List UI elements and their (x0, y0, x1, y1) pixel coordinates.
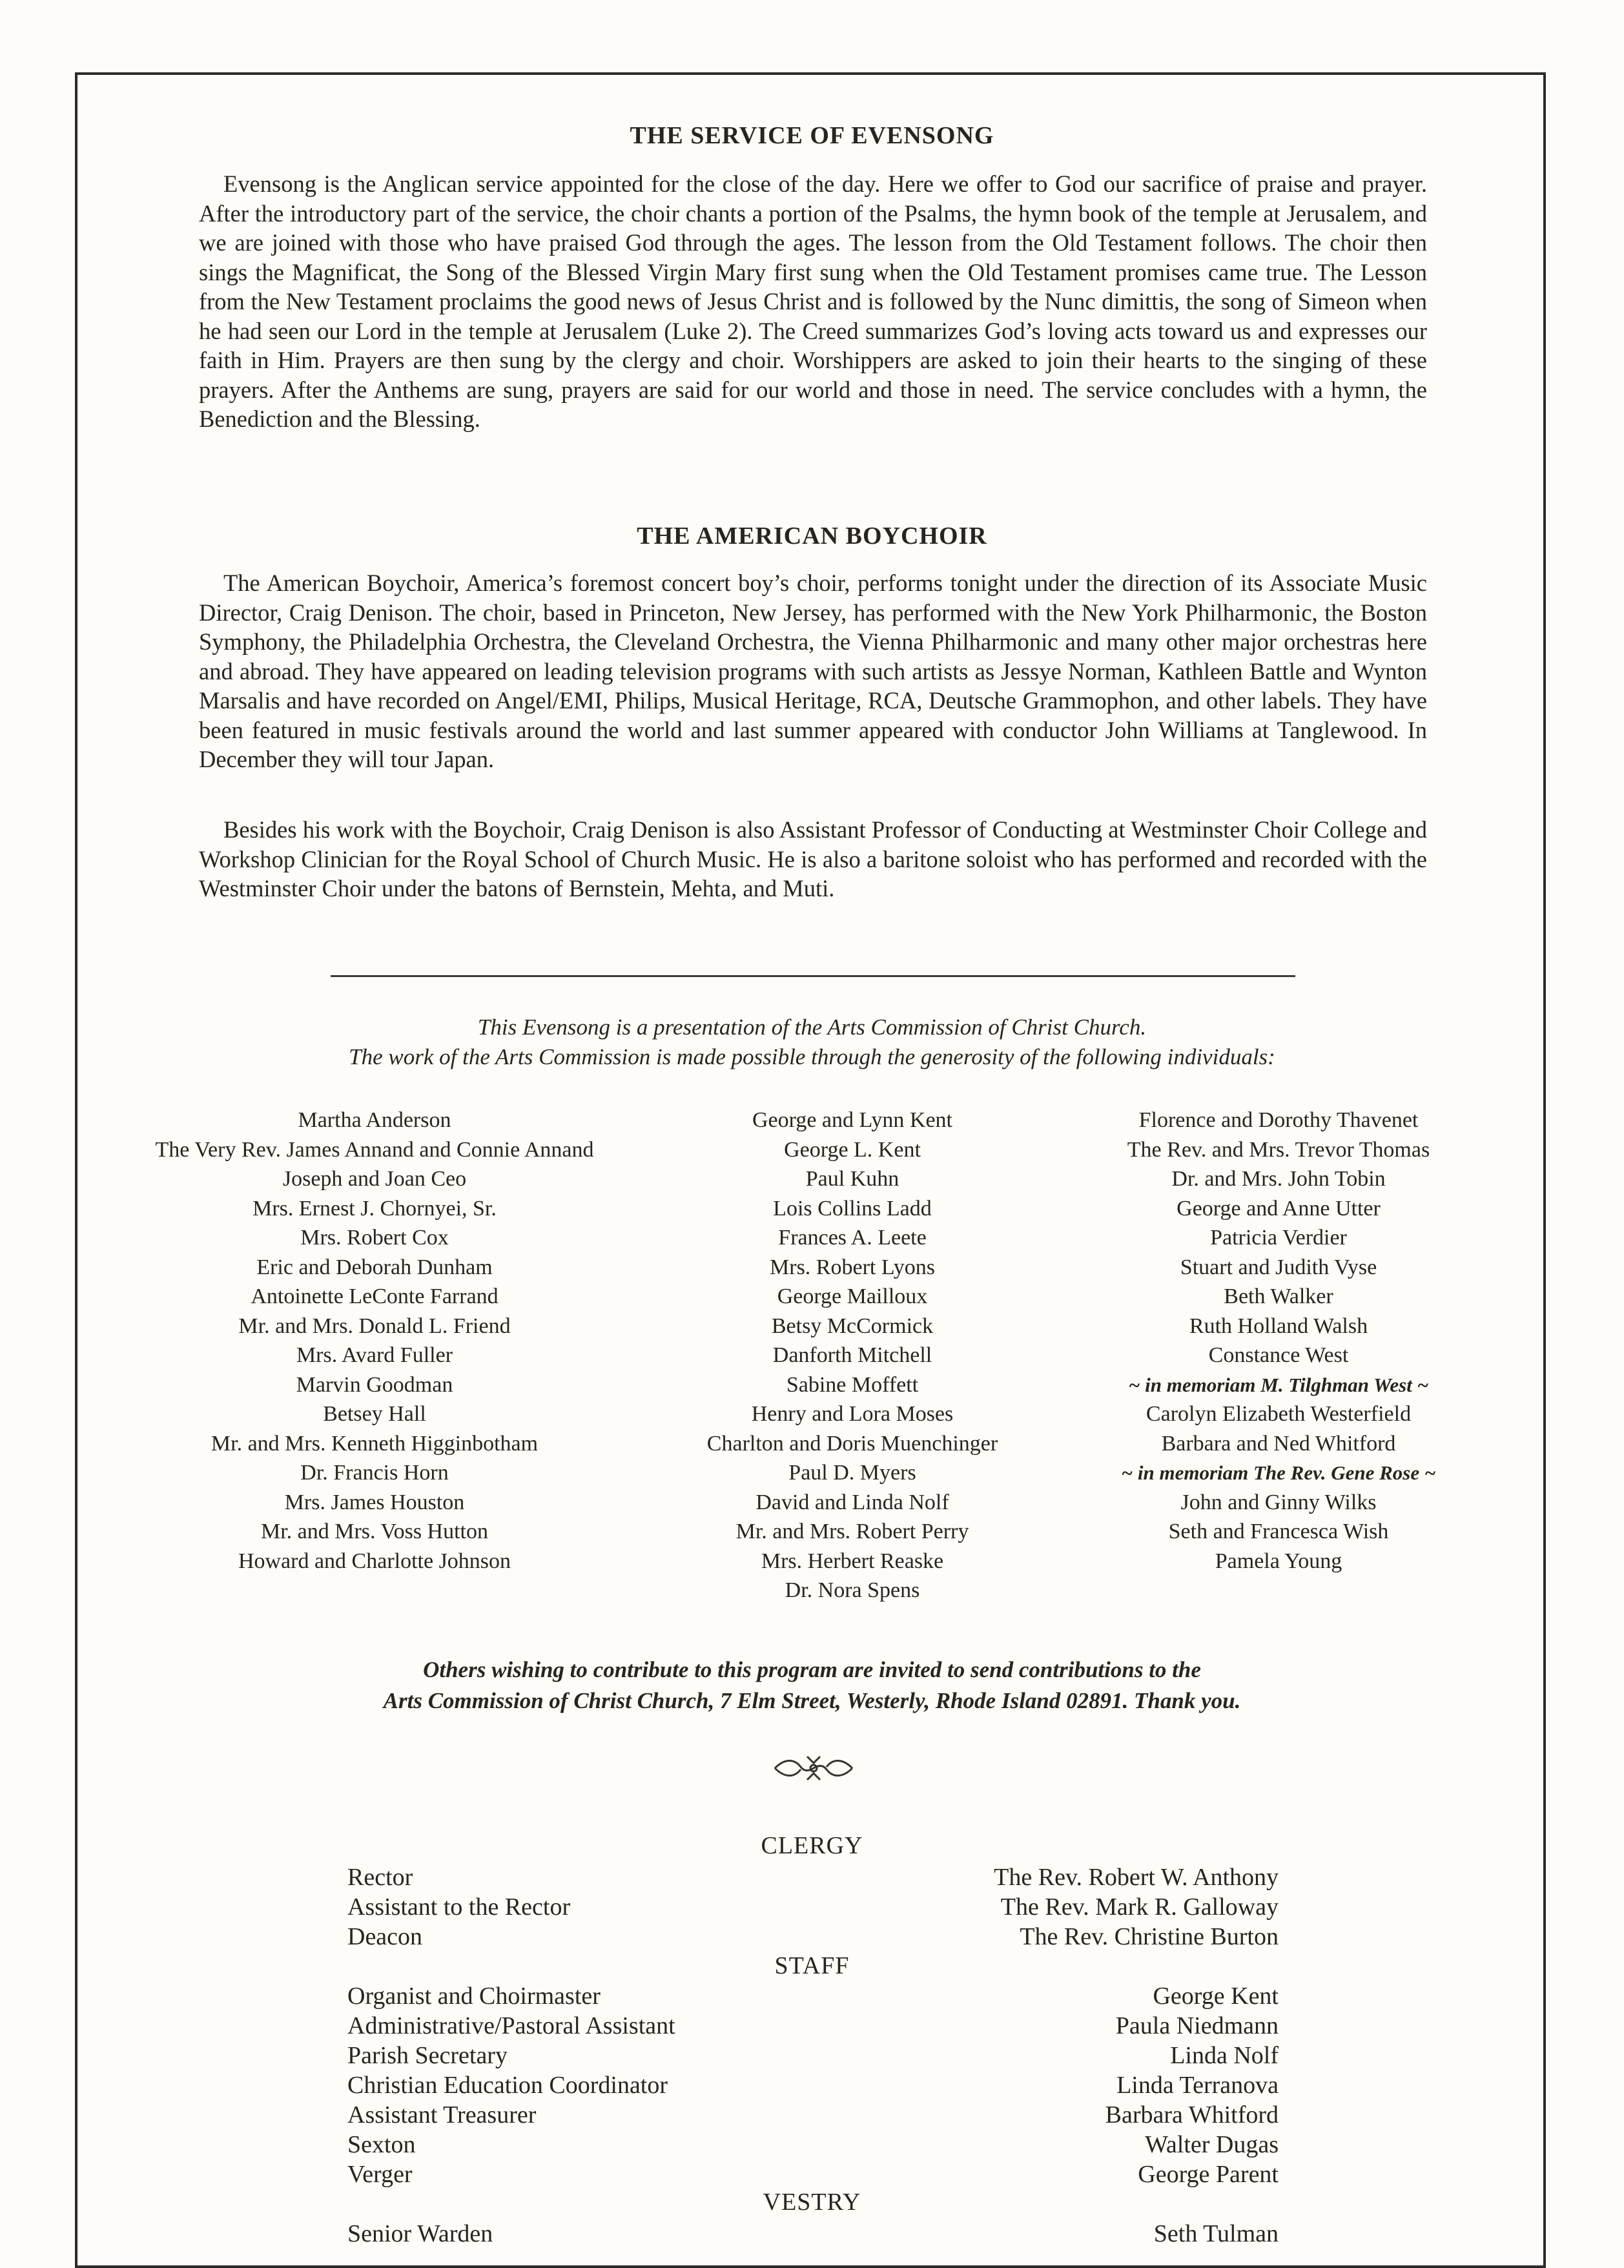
boychoir-title: THE AMERICAN BOYCHOIR (637, 522, 987, 550)
person-name: The Rev. Robert W. Anthony (994, 1864, 1279, 1891)
donor-name: John and Ginny Wilks (1180, 1490, 1377, 1514)
person-name: Paula Niedmann (1115, 2012, 1279, 2039)
role-label: Verger (347, 2161, 413, 2188)
donor-name: Dr. Nora Spens (785, 1578, 920, 1602)
donor-name: Seth and Francesca Wish (1168, 1520, 1389, 1543)
donor-name: Florence and Dorothy Thavenet (1138, 1108, 1419, 1132)
invite-line-1: Others wishing to contribute to this program are invited to send contributions to the (423, 1657, 1201, 1682)
role-label: Organist and Choirmaster (347, 1983, 601, 2010)
staff-heading: STAFF (774, 1952, 850, 1979)
clergy-roles (347, 1862, 570, 1952)
donor-name: Carolyn Elizabeth Westerfield (1146, 1402, 1412, 1426)
person-name: Walter Dugas (1145, 2131, 1279, 2158)
donor-name: Mrs. Robert Lyons (770, 1255, 935, 1279)
vestry-names (904, 2219, 1279, 2249)
donor-name: Paul D. Myers (788, 1461, 916, 1485)
donor-name: Martha Anderson (298, 1108, 451, 1132)
role-label: Rector (347, 1864, 413, 1891)
donor-name: Ruth Holland Walsh (1189, 1314, 1368, 1338)
donor-name: Dr. Francis Horn (300, 1461, 449, 1485)
vestry-roles (347, 2219, 493, 2249)
donor-name: Mrs. Ernest J. Chornyei, Sr. (252, 1196, 497, 1221)
role-label: Deacon (347, 1923, 423, 1950)
donor-name: Pamela Young (1215, 1549, 1342, 1573)
in-memoriam-note: ~ in memoriam The Rev. Gene Rose ~ (1121, 1461, 1436, 1484)
donor-name: Patricia Verdier (1210, 1226, 1347, 1250)
role-label: Assistant to the Rector (347, 1893, 571, 1921)
person-name: The Rev. Mark R. Galloway (1000, 1893, 1279, 1921)
credit-line-2: The work of the Arts Commission is made possible through the generosity of the following individuals: (349, 1044, 1275, 1069)
donor-column-2 (646, 1106, 1059, 1605)
donor-column-3 (1072, 1106, 1485, 1576)
section-divider (331, 975, 1295, 977)
donor-name: The Very Rev. James Annand and Connie Annand (155, 1137, 594, 1162)
evensong-paragraph: Evensong is the Anglican service appointed for the close of the day. Here we offer to God our sacrifice of praise and prayer. After the introductory part of the service, the choir chants a portion of the Psalms, the hymn book of the temple at Jerusalem, and we are joined with those who have praised God through the ages. The lesson from the Old Testament follows. The choir then sings the Magnificat, the Song of the Blessed Virgin Mary first sung when the Old Testament promises came true. The Lesson from the New Testament proclaims the good news of Jesus Christ and is followed by the Nunc dimittis, the song of Simeon when he had seen our Lord in the temple at Jerusalem (Luke 2). The Creed summarizes God’s loving acts toward us and expresses our faith in Him. Prayers are then sung by the clergy and choir. Worshippers are asked to join their hearts to the singing of these prayers. After the Anthems are sung, prayers are said for our world and those in need. The service concludes with a hymn, the Benediction and the Blessing. (199, 170, 1427, 432)
donor-name: Mrs. Avard Fuller (296, 1343, 453, 1367)
donor-name: The Rev. and Mrs. Trevor Thomas (1127, 1137, 1430, 1162)
donor-name: George and Anne Utter (1177, 1196, 1381, 1221)
person-name: George Parent (1138, 2161, 1279, 2188)
role-label: Administrative/Pastoral Assistant (347, 2012, 675, 2039)
boychoir-paragraph-2: Besides his work with the Boychoir, Craig Denison is also Assistant Professor of Conducting at Westminster Choir College and Workshop Clinician for the Royal School of Church Music. He is also a baritone soloist who has performed and recorded with the Westminster Choir under the batons of Bernstein, Mehta, and Muti. (199, 816, 1427, 902)
donor-name: Danforth Mitchell (772, 1343, 932, 1367)
donor-name: Mrs. James Houston (284, 1490, 465, 1514)
person-name: Seth Tulman (1153, 2220, 1279, 2247)
donor-column-1 (110, 1106, 639, 1576)
donor-name: Henry and Lora Moses (751, 1402, 954, 1426)
person-name: The Rev. Christine Burton (1020, 1923, 1279, 1950)
evensong-title: THE SERVICE OF EVENSONG (630, 122, 994, 149)
invite-line-2: Arts Commission of Christ Church, 7 Elm Street, Westerly, Rhode Island 02891. Thank you. (383, 1688, 1241, 1713)
donor-name: George Mailloux (777, 1284, 928, 1308)
donor-name: Howard and Charlotte Johnson (238, 1549, 511, 1573)
in-memoriam-note: ~ in memoriam M. Tilghman West ~ (1128, 1373, 1429, 1396)
donor-name: Frances A. Leete (778, 1226, 927, 1250)
donor-name: Eric and Deborah Dunham (256, 1255, 493, 1279)
donor-name: Mrs. Robert Cox (300, 1226, 449, 1250)
clergy-heading: CLERGY (761, 1832, 863, 1859)
donor-name: Marvin Goodman (296, 1372, 453, 1397)
donor-name: Paul Kuhn (805, 1167, 899, 1191)
donor-name: George L. Kent (784, 1137, 921, 1162)
donor-name: Lois Collins Ladd (773, 1196, 932, 1221)
donor-name: Mrs. Herbert Reaske (761, 1549, 944, 1573)
donor-name: Antoinette LeConte Farrand (251, 1284, 499, 1308)
donor-name: Stuart and Judith Vyse (1180, 1255, 1377, 1279)
role-label: Sexton (347, 2131, 416, 2158)
person-name: George Kent (1153, 1983, 1279, 2010)
donor-name: Mr. and Mrs. Donald L. Friend (238, 1314, 511, 1338)
donor-name: Barbara and Ned Whitford (1161, 1431, 1396, 1456)
role-label: Senior Warden (347, 2220, 493, 2247)
donor-name: Sabine Moffett (786, 1372, 919, 1397)
role-label: Christian Education Coordinator (347, 2072, 668, 2099)
role-label: Parish Secretary (347, 2042, 508, 2069)
staff-names (904, 1981, 1279, 2189)
credit-line-1: This Evensong is a presentation of the Arts Commission of Christ Church. (477, 1015, 1147, 1040)
donor-name: Charlton and Doris Muenchinger (706, 1431, 998, 1456)
donor-name: Constance West (1208, 1343, 1349, 1367)
donor-name: Joseph and Joan Ceo (282, 1167, 467, 1191)
clergy-names (904, 1862, 1279, 1952)
decorative-ornament-icon (768, 1749, 859, 1788)
boychoir-paragraph-1: The American Boychoir, America’s foremost concert boy’s choir, performs tonight under the direction of its Associate Music Director, Craig Denison. The choir, based in Princeton, New Jersey, has performed with the New York Philharmonic, the Boston Symphony, the Philadelphia Orchestra, the Cleveland Orchestra, the Vienna Philharmonic and many other major orchestras here and abroad. They have appeared on leading television programs with such artists as Jessye Norman, Kathleen Battle and Wynton Marsalis and have recorded on Angel/EMI, Philips, Musical Heritage, RCA, Deutsche Grammophon, and other labels. They have been featured in music festivals around the world and last summer appeared with conductor John Williams at Tanglewood. In December they will tour Japan. (199, 570, 1427, 772)
person-name: Barbara Whitford (1105, 2101, 1279, 2129)
donor-name: Mr. and Mrs. Robert Perry (735, 1520, 969, 1543)
donor-name: George and Lynn Kent (752, 1108, 953, 1132)
donor-name: Betsy McCormick (771, 1314, 934, 1338)
role-label: Assistant Treasurer (347, 2101, 537, 2129)
person-name: Linda Terranova (1116, 2072, 1279, 2099)
donor-name: Beth Walker (1224, 1284, 1333, 1308)
staff-roles (347, 1981, 675, 2189)
donor-name: Mr. and Mrs. Voss Hutton (260, 1520, 489, 1543)
donor-name: Dr. and Mrs. John Tobin (1171, 1167, 1386, 1191)
vestry-heading: VESTRY (763, 2189, 861, 2216)
donor-name: Betsey Hall (323, 1402, 426, 1426)
donor-name: Mr. and Mrs. Kenneth Higginbotham (211, 1431, 539, 1456)
donor-name: David and Linda Nolf (755, 1490, 949, 1514)
person-name: Linda Nolf (1170, 2042, 1279, 2069)
